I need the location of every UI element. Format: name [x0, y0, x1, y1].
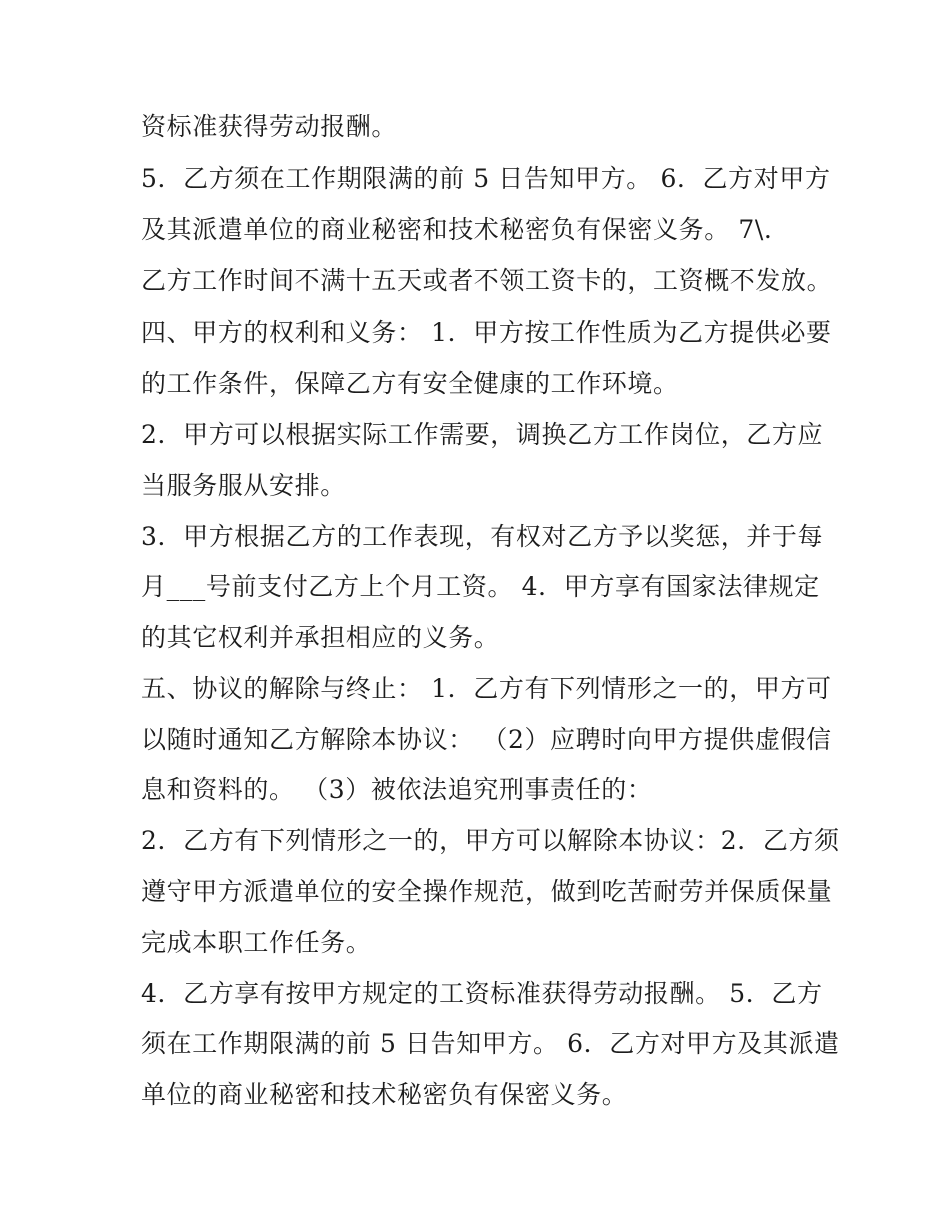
text-line: 四、甲方的权利和义务： 1．甲方按工作性质为乙方提供必要: [141, 318, 832, 347]
text-line: 的其它权利并承担相应的义务。: [141, 623, 500, 652]
text-line: 完成本职工作任务。: [141, 928, 372, 957]
text-line: 5．乙方须在工作期限满的前 5 日告知甲方。 6．乙方对甲方: [141, 164, 831, 193]
text-line: 月___号前支付乙方上个月工资。 4．甲方享有国家法律规定: [141, 572, 820, 601]
text-line: 须在工作期限满的前 5 日告知甲方。 6．乙方对甲方及其派遣: [141, 1029, 840, 1058]
text-line: 资标准获得劳动报酬。: [141, 112, 398, 141]
text-line: 的工作条件，保障乙方有安全健康的工作环境。: [141, 369, 679, 398]
text-line: 以随时通知乙方解除本协议： （2）应聘时向甲方提供虚假信: [141, 725, 832, 754]
text-line: 当服务服从安排。: [141, 471, 346, 500]
text-line: 遵守甲方派遣单位的安全操作规范，做到吃苦耐劳并保质保量: [141, 877, 833, 906]
text-line: 乙方工作时间不满十五天或者不领工资卡的，工资概不发放。: [141, 266, 833, 295]
text-line: 单位的商业秘密和技术秘密负有保密义务。: [141, 1080, 628, 1109]
text-line: 4．乙方享有按甲方规定的工资标准获得劳动报酬。 5．乙方: [141, 979, 823, 1008]
text-line: 息和资料的。 （3）被依法追究刑事责任的：: [141, 775, 653, 804]
text-line: 五、协议的解除与终止： 1．乙方有下列情形之一的，甲方可: [141, 674, 832, 703]
text-line: 3．甲方根据乙方的工作表现，有权对乙方予以奖惩，并于每: [141, 522, 824, 551]
text-line: 2．甲方可以根据实际工作需要，调换乙方工作岗位，乙方应: [141, 420, 824, 449]
text-line: 2．乙方有下列情形之一的，甲方可以解除本协议：2．乙方须: [141, 826, 840, 855]
text-line: 及其派遣单位的商业秘密和技术秘密负有保密义务。 7\.: [141, 215, 773, 244]
